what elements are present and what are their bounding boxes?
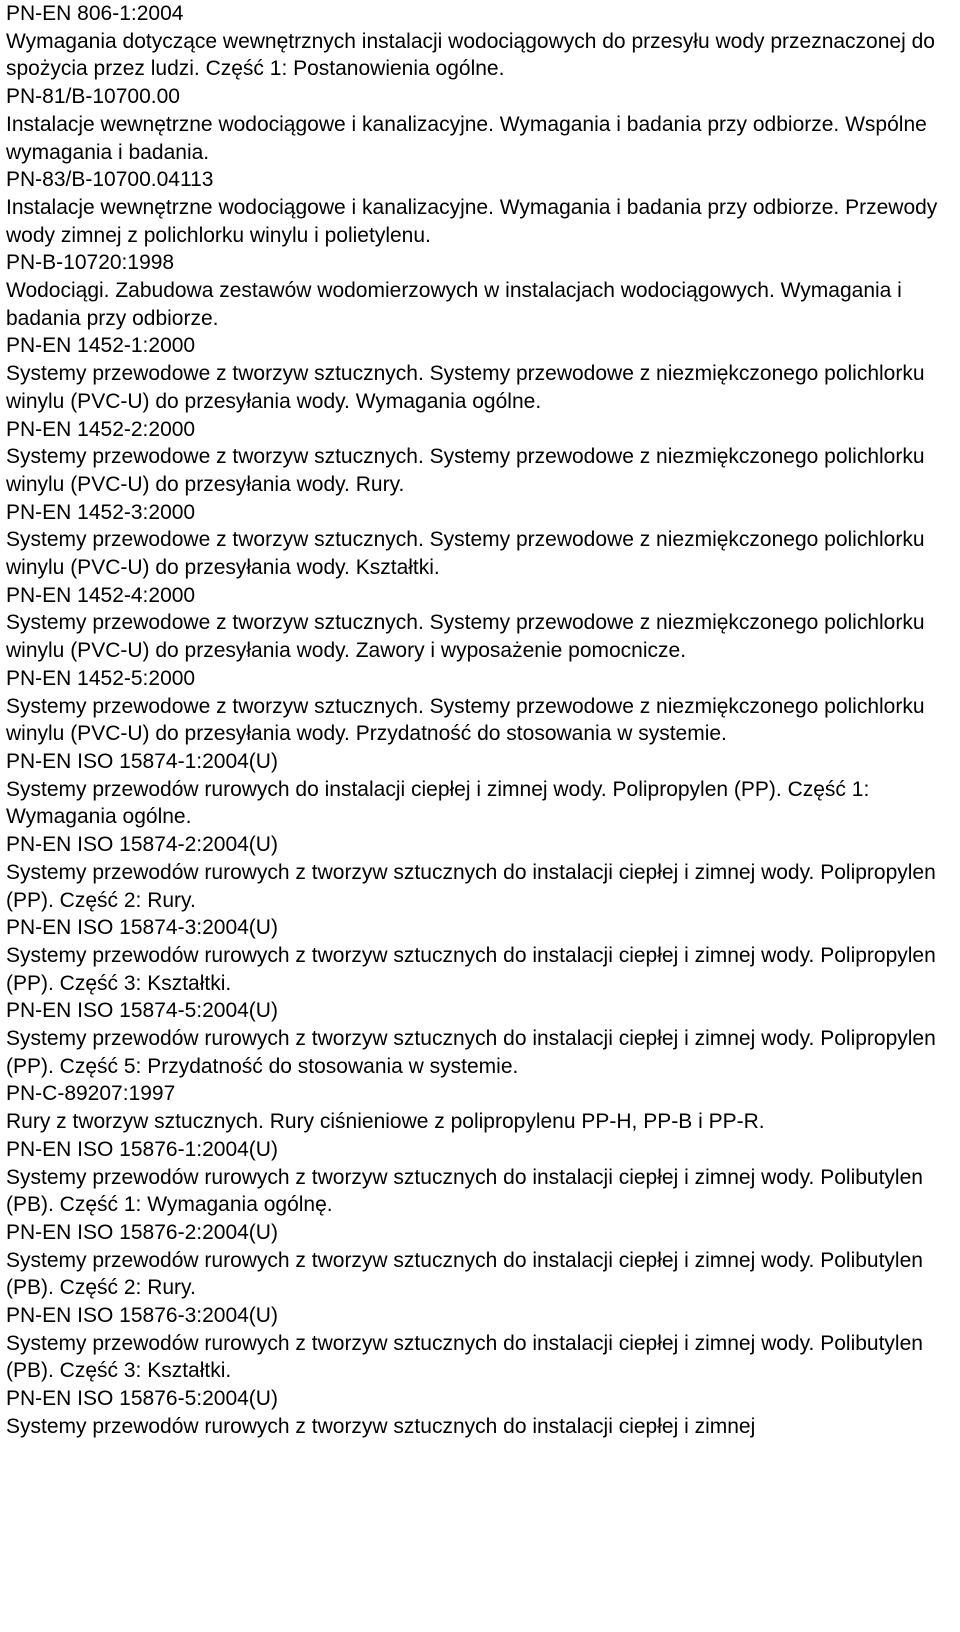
standard-code: PN-EN 1452-3:2000 <box>6 500 196 524</box>
standard-code: PN-EN ISO 15876-1:2004(U) <box>6 1137 278 1161</box>
standard-description: Systemy przewodowe z tworzyw sztucznych. Systemy przewodowe z niezmiękczonego polichlorku winylu (PVC-U) do przesyłania wody. Zawory i wyposażenie pomocnicze. <box>6 611 925 663</box>
standard-code: PN-81/B-10700.00 <box>6 85 180 109</box>
standard-entry <box>6 249 956 332</box>
standard-entry <box>6 1302 956 1385</box>
standard-code: PN-83/B-10700.04113 <box>6 168 214 192</box>
standard-code: PN-EN 1452-4:2000 <box>6 583 196 607</box>
standard-code: PN-EN 1452-2:2000 <box>6 417 196 441</box>
standards-list <box>6 0 956 1441</box>
standard-entry <box>6 166 956 249</box>
standard-code: PN-C-89207:1997 <box>6 1082 176 1106</box>
standard-entry <box>6 1385 956 1440</box>
standard-description: Systemy przewodowe z tworzyw sztucznych. Systemy przewodowe z niezmiękczonego polichlorku winylu (PVC-U) do przesyłania wody. Przydatność do stosowania w systemie. <box>6 694 925 746</box>
standard-description: Wymagania dotyczące wewnętrznych instalacji wodociągowych do przesyłu wody przeznaczonej do spożycia przez ludzi. Część 1: Postanowienia ogólne. <box>6 29 935 81</box>
standard-description: Systemy przewodów rurowych z tworzyw sztucznych do instalacji ciepłej i zimnej wody. Polibutylen (PB). Część 1: Wymagania ogólnę. <box>6 1165 923 1217</box>
standard-entry <box>6 997 956 1080</box>
standard-entry <box>6 582 956 665</box>
standard-description: Systemy przewodowe z tworzyw sztucznych. Systemy przewodowe z niezmiękczonego polichlorku winylu (PVC-U) do przesyłania wody. Kształtki. <box>6 528 925 580</box>
standard-entry <box>6 332 956 415</box>
standard-code: PN-EN ISO 15874-3:2004(U) <box>6 916 278 940</box>
standard-description: Wodociągi. Zabudowa zestawów wodomierzowych w instalacjach wodociągowych. Wymagania i badania przy odbiorze. <box>6 279 902 330</box>
standard-description: Systemy przewodów rurowych z tworzyw sztucznych do instalacji ciepłej i zimnej wody. Polibutylen (PB). Część 2: Rury. <box>6 1248 923 1300</box>
standard-code: PN-EN ISO 15874-1:2004(U) <box>6 749 278 773</box>
standard-description: Systemy przewodowe z tworzyw sztucznych. Systemy przewodowe z niezmiękczonego polichlorku winylu (PVC-U) do przesyłania wody. Wymagania ogólne. <box>6 362 925 413</box>
standard-description: Systemy przewodów rurowych do instalacji ciepłej i zimnej wody. Polipropylen (PP). Część 1: Wymagania ogólne. <box>6 777 870 829</box>
standard-description: Instalacje wewnętrzne wodociągowe i kanalizacyjne. Wymagania i badania przy odbiorze. Przewody wody zimnej z polichlorku winylu i polietylenu. <box>6 195 938 247</box>
standard-description: Systemy przewodów rurowych z tworzyw sztucznych do instalacji ciepłej i zimnej wody. Polipropylen (PP). Część 3: Kształtki. <box>6 943 936 995</box>
standard-entry <box>6 416 956 499</box>
standard-code: PN-EN 806-1:2004 <box>6 2 184 25</box>
standard-entry <box>6 665 956 748</box>
standard-code: PN-EN ISO 15876-5:2004(U) <box>6 1387 278 1411</box>
standard-description: Instalacje wewnętrzne wodociągowe i kanalizacyjne. Wymagania i badania przy odbiorze. Wspólne wymagania i badania. <box>6 112 927 164</box>
standard-description: Systemy przewodów rurowych z tworzyw sztucznych do instalacji ciepłej i zimnej wody. Polipropylen (PP). Część 2: Rury. <box>6 860 936 912</box>
standard-code: PN-EN ISO 15876-3:2004(U) <box>6 1304 278 1328</box>
standard-description: Systemy przewodów rurowych z tworzyw sztucznych do instalacji ciepłej i zimnej wody. Polibutylen (PB). Część 3: Kształtki. <box>6 1331 923 1383</box>
standard-entry <box>6 1136 956 1219</box>
standard-entry <box>6 748 956 831</box>
standard-entry <box>6 499 956 582</box>
standard-code: PN-EN ISO 15876-2:2004(U) <box>6 1220 278 1244</box>
standard-description: Systemy przewodowe z tworzyw sztucznych. Systemy przewodowe z niezmiękczonego polichlorku winylu (PVC-U) do przesyłania wody. Rury. <box>6 445 925 496</box>
standard-entry <box>6 831 956 914</box>
standard-entry <box>6 0 956 83</box>
standard-description: Systemy przewodów rurowych z tworzyw sztucznych do instalacji ciepłej i zimnej <box>6 1414 756 1438</box>
standard-code: PN-EN ISO 15874-5:2004(U) <box>6 999 278 1023</box>
standard-entry <box>6 1219 956 1302</box>
standard-description: Rury z tworzyw sztucznych. Rury ciśnieniowe z polipropylenu PP-H, PP-B i PP-R. <box>6 1110 765 1134</box>
standard-entry <box>6 83 956 166</box>
standard-code: PN-B-10720:1998 <box>6 251 175 275</box>
standard-entry <box>6 1080 956 1135</box>
standard-code: PN-EN 1452-1:2000 <box>6 334 196 358</box>
standard-entry <box>6 914 956 997</box>
standard-code: PN-EN ISO 15874-2:2004(U) <box>6 833 278 857</box>
standard-code: PN-EN 1452-5:2000 <box>6 666 196 690</box>
standard-description: Systemy przewodów rurowych z tworzyw sztucznych do instalacji ciepłej i zimnej wody. Polipropylen (PP). Część 5: Przydatność do stosowania w systemie. <box>6 1027 936 1078</box>
